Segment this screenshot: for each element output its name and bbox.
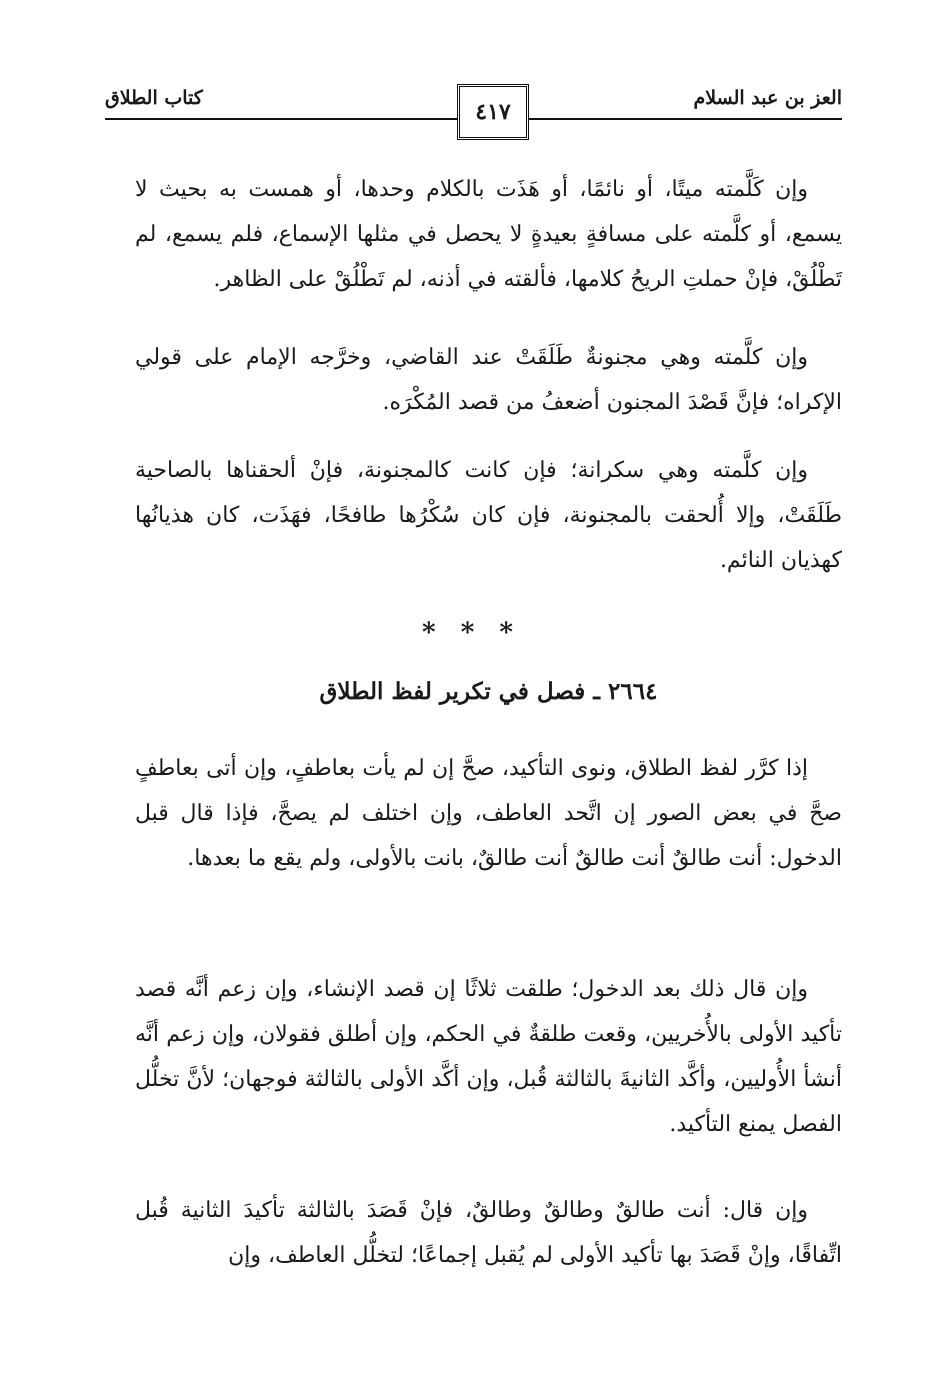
paragraph-3 xyxy=(135,448,842,583)
paragraph-2 xyxy=(135,335,842,425)
running-header xyxy=(105,82,842,138)
page-number: ٤١٧ xyxy=(475,99,511,125)
section-heading: ٢٦٦٤ ـ فصل في تكرير لفظ الطلاق xyxy=(319,678,658,705)
page-number-box xyxy=(457,84,529,140)
paragraph-text: وإن كَلَّمته ميتًا، أو نائمًا، أو هَذَت بالكلام وحدها، أو همست به بحيث لا يسمع، أو كلَّمته على مسافةٍ بعيدةٍ لا يحصل في مثلها الإسماع، فلم يسمع، لم تَطْلُقْ، فإنْ حملتِ الريحُ كلامها، فألقته في أذنه، لم تَطْلُقْ على الظاهر. xyxy=(135,177,842,292)
paragraph-1 xyxy=(135,167,842,302)
header-author: العز بن عبد السلام xyxy=(693,87,842,109)
paragraph-text: وإن كلَّمته وهي سكرانة؛ فإن كانت كالمجنونة، فإنْ ألحقناها بالصاحية طَلَقَتْ، وإلا أُلحقت بالمجنونة، فإن كان سُكْرُها طافحًا، فهَذَت، كان هذيانُها كهذيان النائم. xyxy=(135,458,842,573)
header-book-title: كتاب الطلاق xyxy=(105,87,203,109)
paragraph-text: وإن قال: أنت طالقٌ وطالقٌ وطالقٌ، فإنْ قَصَدَ بالثالثة تأكيدَ الثانية قُبل اتِّفاقًا، وإنْ قَصَدَ بها تأكيد الأولى لم يُقبل إجماعًا؛ لتخلُّل العاطف، وإن xyxy=(135,1198,842,1268)
paragraph-text: وإن قال ذلك بعد الدخول؛ طلقت ثلاثًا إن قصد الإنشاء، وإن زعم أنَّه قصد تأكيد الأولى بالأُخريين، وقعت طلقةٌ في الحكم، وإن أطلق فقولان، وإن زعم أنَّه أنشأ الأُوليين، وأكَّد الثانيةَ بالثالثة قُبل، وإن أكَّد الأولى بالثالثة فوجهان؛ لأنَّ تخلُّل الفصل يمنع التأكيد. xyxy=(135,977,842,1137)
paragraph-6 xyxy=(135,1188,842,1278)
section-separator: * * * xyxy=(422,618,521,648)
paragraph-4 xyxy=(135,746,842,881)
paragraph-text: إذا كرَّر لفظ الطلاق، ونوى التأكيد، صحَّ إن لم يأت بعاطفٍ، وإن أتى بعاطفٍ صحَّ في بعض الصور إن اتَّحد العاطف، وإن اختلف لم يصحَّ، فإذا قال قبل الدخول: أنت طالقٌ أنت طالقٌ أنت طالقٌ، بانت بالأولى، ولم يقع ما بعدها. xyxy=(135,756,842,871)
paragraph-5 xyxy=(135,967,842,1147)
paragraph-text: وإن كلَّمته وهي مجنونةٌ طَلَقَتْ عند القاضي، وخرَّجه الإمام على قولي الإكراه؛ فإنَّ قَصْدَ المجنون أضعفُ من قصد المُكْرَه. xyxy=(135,345,842,415)
